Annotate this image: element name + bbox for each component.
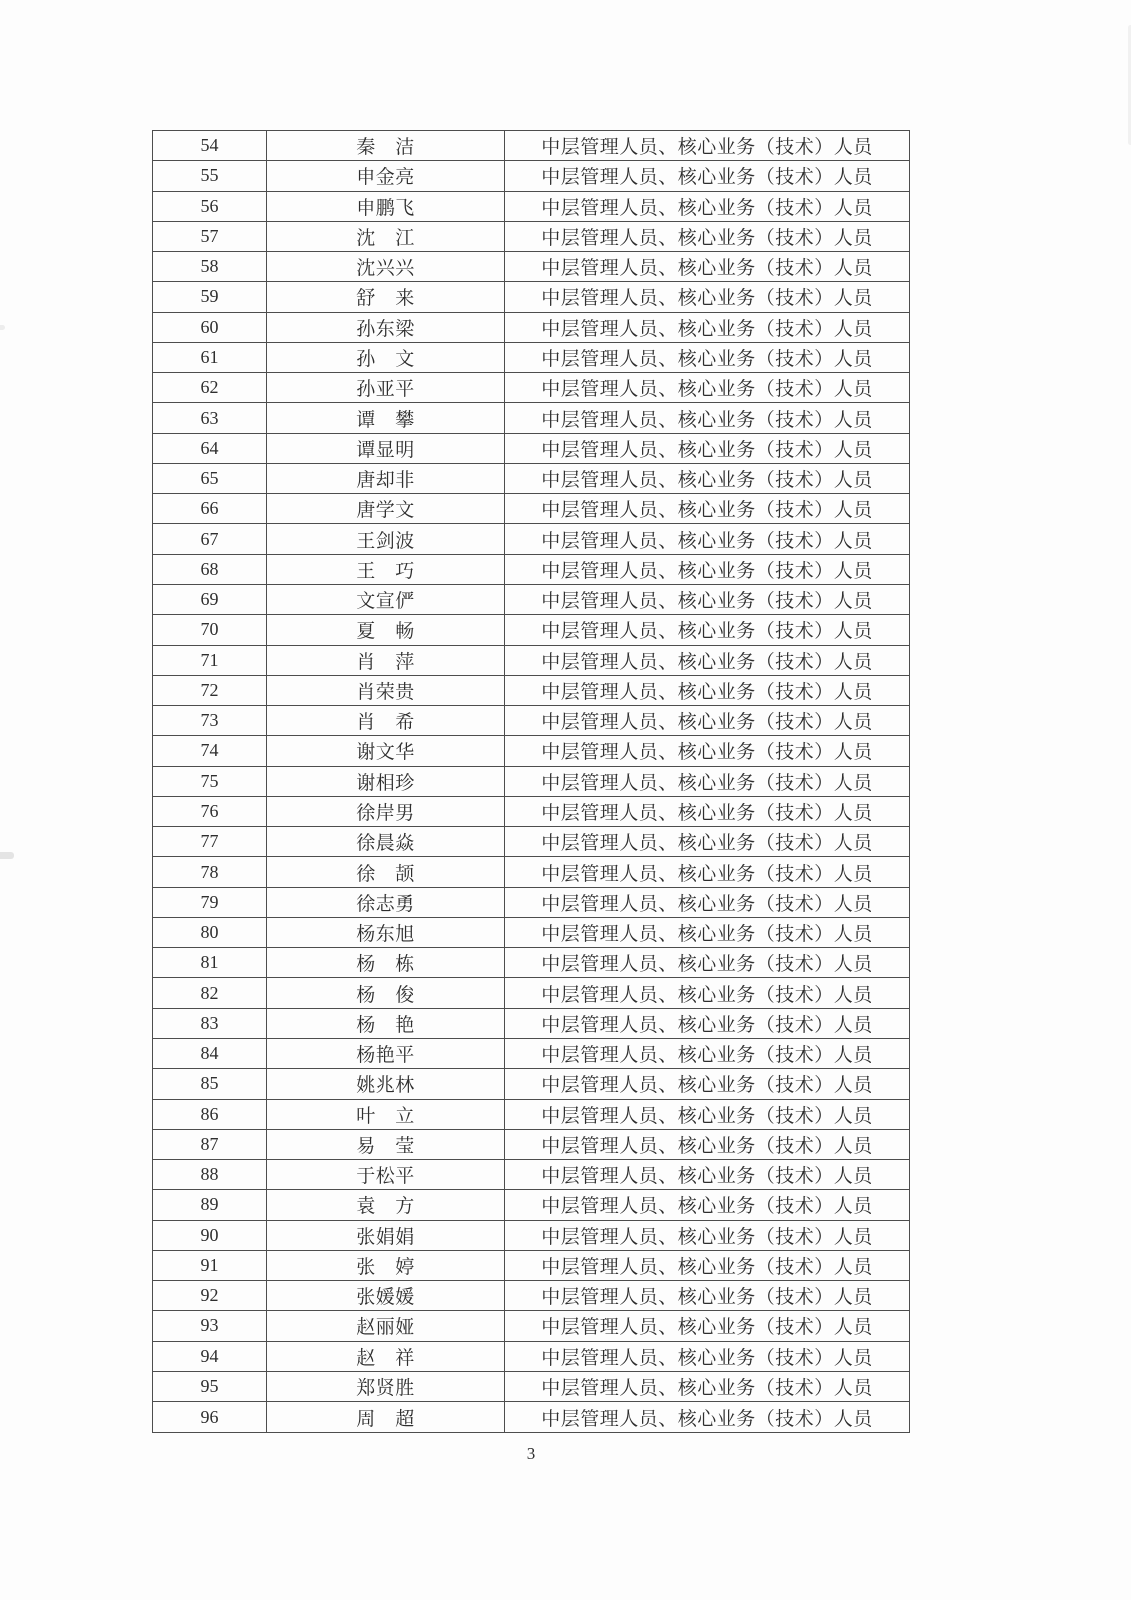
category-cell: 中层管理人员、核心业务（技术）人员 [541, 591, 873, 613]
name-cell: 徐岸男 [267, 797, 505, 826]
row-number-cell: 75 [153, 767, 267, 796]
row-number-cell: 55 [153, 161, 267, 190]
table-row [153, 585, 909, 615]
name-cell: 杨 艳 [267, 1009, 505, 1038]
name-cell: 张 婷 [267, 1251, 505, 1280]
row-number-cell: 92 [153, 1281, 267, 1310]
category-cell: 中层管理人员、核心业务（技术）人员 [541, 984, 873, 1006]
table-row [153, 434, 909, 464]
row-number-cell: 86 [153, 1100, 267, 1129]
personnel-table [152, 130, 910, 1433]
name-cell: 舒 来 [267, 282, 505, 311]
category-cell: 中层管理人员、核心业务（技术）人员 [541, 1075, 873, 1097]
table-row [153, 888, 909, 918]
category-cell: 中层管理人员、核心业务（技术）人员 [541, 712, 873, 734]
name-cell: 周 超 [267, 1402, 505, 1432]
row-number-cell: 61 [153, 343, 267, 372]
name-cell: 赵 祥 [267, 1342, 505, 1371]
row-number-cell: 63 [153, 403, 267, 432]
table-row [153, 403, 909, 433]
row-number-cell: 87 [153, 1130, 267, 1159]
category-cell: 中层管理人员、核心业务（技术）人员 [541, 348, 873, 370]
table-row [153, 524, 909, 554]
table-row [153, 1281, 909, 1311]
row-number-cell: 66 [153, 494, 267, 523]
category-cell: 中层管理人员、核心业务（技术）人员 [541, 742, 873, 764]
row-number-cell: 96 [153, 1402, 267, 1432]
row-number-cell: 83 [153, 1009, 267, 1038]
name-cell: 杨东旭 [267, 918, 505, 947]
name-cell: 孙 文 [267, 343, 505, 372]
category-cell: 中层管理人员、核心业务（技术）人员 [541, 1317, 873, 1339]
name-cell: 唐却非 [267, 464, 505, 493]
name-cell: 袁 方 [267, 1190, 505, 1219]
table-row [153, 1190, 909, 1220]
table-row [153, 918, 909, 948]
row-number-cell: 60 [153, 313, 267, 342]
category-cell: 中层管理人员、核心业务（技术）人员 [541, 1196, 873, 1218]
name-cell: 申金亮 [267, 161, 505, 190]
table-row [153, 1311, 909, 1341]
table-row [153, 1160, 909, 1190]
category-cell: 中层管理人员、核心业务（技术）人员 [541, 470, 873, 492]
name-cell: 谭 攀 [267, 403, 505, 432]
row-number-cell: 65 [153, 464, 267, 493]
table-row [153, 192, 909, 222]
category-cell: 中层管理人员、核心业务（技术）人员 [541, 1347, 873, 1369]
category-cell: 中层管理人员、核心业务（技术）人员 [541, 802, 873, 824]
name-cell: 姚兆林 [267, 1069, 505, 1098]
category-cell: 中层管理人员、核心业务（技术）人员 [541, 500, 873, 522]
category-cell: 中层管理人员、核心业务（技术）人员 [541, 1166, 873, 1188]
name-cell: 孙东梁 [267, 313, 505, 342]
name-cell: 沈兴兴 [267, 252, 505, 281]
row-number-cell: 78 [153, 857, 267, 886]
name-cell: 王 巧 [267, 555, 505, 584]
category-cell: 中层管理人员、核心业务（技术）人员 [541, 288, 873, 310]
name-cell: 文宣俨 [267, 585, 505, 614]
table-row [153, 615, 909, 645]
table-row [153, 252, 909, 282]
name-cell: 徐志勇 [267, 888, 505, 917]
name-cell: 肖荣贵 [267, 676, 505, 705]
name-cell: 徐 颉 [267, 857, 505, 886]
name-cell: 郑贤胜 [267, 1372, 505, 1401]
category-cell: 中层管理人员、核心业务（技术）人员 [541, 560, 873, 582]
row-number-cell: 93 [153, 1311, 267, 1340]
row-number-cell: 77 [153, 827, 267, 856]
row-number-cell: 85 [153, 1069, 267, 1098]
category-cell: 中层管理人员、核心业务（技术）人员 [541, 1378, 873, 1400]
name-cell: 谢相珍 [267, 767, 505, 796]
row-number-cell: 67 [153, 524, 267, 553]
row-number-cell: 58 [153, 252, 267, 281]
category-cell: 中层管理人员、核心业务（技术）人员 [541, 1135, 873, 1157]
category-cell: 中层管理人员、核心业务（技术）人员 [541, 893, 873, 915]
table-row [153, 736, 909, 766]
name-cell: 张娟娟 [267, 1221, 505, 1250]
name-cell: 杨 俊 [267, 978, 505, 1007]
row-number-cell: 79 [153, 888, 267, 917]
row-number-cell: 57 [153, 222, 267, 251]
table-row [153, 1221, 909, 1251]
table-row [153, 1130, 909, 1160]
name-cell: 赵丽娅 [267, 1311, 505, 1340]
row-number-cell: 90 [153, 1221, 267, 1250]
name-cell: 沈 江 [267, 222, 505, 251]
table-row [153, 1069, 909, 1099]
name-cell: 徐晨焱 [267, 827, 505, 856]
category-cell: 中层管理人员、核心业务（技术）人员 [541, 379, 873, 401]
table-row [153, 1372, 909, 1402]
row-number-cell: 84 [153, 1039, 267, 1068]
category-cell: 中层管理人员、核心业务（技术）人员 [541, 409, 873, 431]
category-cell: 中层管理人员、核心业务（技术）人员 [541, 621, 873, 643]
table-row [153, 1100, 909, 1130]
category-cell: 中层管理人员、核心业务（技术）人员 [541, 318, 873, 340]
category-cell: 中层管理人员、核心业务（技术）人员 [541, 1045, 873, 1067]
table-row [153, 1342, 909, 1372]
row-number-cell: 95 [153, 1372, 267, 1401]
category-cell: 中层管理人员、核心业务（技术）人员 [541, 681, 873, 703]
table-row [153, 646, 909, 676]
table-row [153, 373, 909, 403]
category-cell: 中层管理人员、核心业务（技术）人员 [541, 924, 873, 946]
row-number-cell: 88 [153, 1160, 267, 1189]
row-number-cell: 56 [153, 192, 267, 221]
row-number-cell: 91 [153, 1251, 267, 1280]
table-row [153, 767, 909, 797]
table-row [153, 494, 909, 524]
category-cell: 中层管理人员、核心业务（技术）人员 [541, 833, 873, 855]
name-cell: 杨 栋 [267, 948, 505, 977]
row-number-cell: 82 [153, 978, 267, 1007]
category-cell: 中层管理人员、核心业务（技术）人员 [541, 1226, 873, 1248]
row-number-cell: 59 [153, 282, 267, 311]
category-cell: 中层管理人员、核心业务（技术）人员 [541, 1287, 873, 1309]
category-cell: 中层管理人员、核心业务（技术）人员 [541, 954, 873, 976]
name-cell: 谭显明 [267, 434, 505, 463]
category-cell: 中层管理人员、核心业务（技术）人员 [541, 1105, 873, 1127]
category-cell: 中层管理人员、核心业务（技术）人员 [541, 227, 873, 249]
category-cell: 中层管理人员、核心业务（技术）人员 [541, 772, 873, 794]
name-cell: 秦 洁 [267, 131, 505, 160]
table-row [153, 948, 909, 978]
category-cell: 中层管理人员、核心业务（技术）人员 [541, 1408, 873, 1430]
table-row [153, 797, 909, 827]
row-number-cell: 72 [153, 676, 267, 705]
category-cell: 中层管理人员、核心业务（技术）人员 [541, 258, 873, 280]
table-row [153, 282, 909, 312]
name-cell: 杨艳平 [267, 1039, 505, 1068]
table-row [153, 464, 909, 494]
category-cell: 中层管理人员、核心业务（技术）人员 [541, 167, 873, 189]
category-cell: 中层管理人员、核心业务（技术）人员 [541, 863, 873, 885]
row-number-cell: 71 [153, 646, 267, 675]
row-number-cell: 62 [153, 373, 267, 402]
name-cell: 夏 畅 [267, 615, 505, 644]
table-row [153, 1402, 909, 1432]
row-number-cell: 89 [153, 1190, 267, 1219]
name-cell: 申鹏飞 [267, 192, 505, 221]
category-cell: 中层管理人员、核心业务（技术）人员 [541, 137, 873, 159]
scan-artifact [0, 852, 14, 859]
table-row [153, 827, 909, 857]
category-cell: 中层管理人员、核心业务（技术）人员 [541, 530, 873, 552]
row-number-cell: 70 [153, 615, 267, 644]
table-row [153, 555, 909, 585]
name-cell: 孙亚平 [267, 373, 505, 402]
name-cell: 肖 萍 [267, 646, 505, 675]
category-cell: 中层管理人员、核心业务（技术）人员 [541, 1014, 873, 1036]
table-row [153, 1009, 909, 1039]
table-row [153, 1039, 909, 1069]
row-number-cell: 64 [153, 434, 267, 463]
row-number-cell: 94 [153, 1342, 267, 1371]
name-cell: 王剑波 [267, 524, 505, 553]
name-cell: 肖 希 [267, 706, 505, 735]
row-number-cell: 54 [153, 131, 267, 160]
table-row [153, 676, 909, 706]
name-cell: 谢文华 [267, 736, 505, 765]
page-number: 3 [526, 1444, 536, 1463]
name-cell: 唐学文 [267, 494, 505, 523]
row-number-cell: 68 [153, 555, 267, 584]
name-cell: 于松平 [267, 1160, 505, 1189]
row-number-cell: 81 [153, 948, 267, 977]
table-row [153, 343, 909, 373]
table-row [153, 161, 909, 191]
scan-artifact [0, 325, 5, 330]
category-cell: 中层管理人员、核心业务（技术）人员 [541, 651, 873, 673]
table-row [153, 1251, 909, 1281]
name-cell: 张媛媛 [267, 1281, 505, 1310]
row-number-cell: 76 [153, 797, 267, 826]
table-row [153, 857, 909, 887]
category-cell: 中层管理人员、核心业务（技术）人员 [541, 197, 873, 219]
table-row [153, 131, 909, 161]
table-row [153, 978, 909, 1008]
row-number-cell: 73 [153, 706, 267, 735]
row-number-cell: 69 [153, 585, 267, 614]
table-row [153, 706, 909, 736]
name-cell: 叶 立 [267, 1100, 505, 1129]
row-number-cell: 74 [153, 736, 267, 765]
table-row [153, 313, 909, 343]
table-row [153, 222, 909, 252]
category-cell: 中层管理人员、核心业务（技术）人员 [541, 439, 873, 461]
category-cell: 中层管理人员、核心业务（技术）人员 [541, 1256, 873, 1278]
row-number-cell: 80 [153, 918, 267, 947]
name-cell: 易 莹 [267, 1130, 505, 1159]
